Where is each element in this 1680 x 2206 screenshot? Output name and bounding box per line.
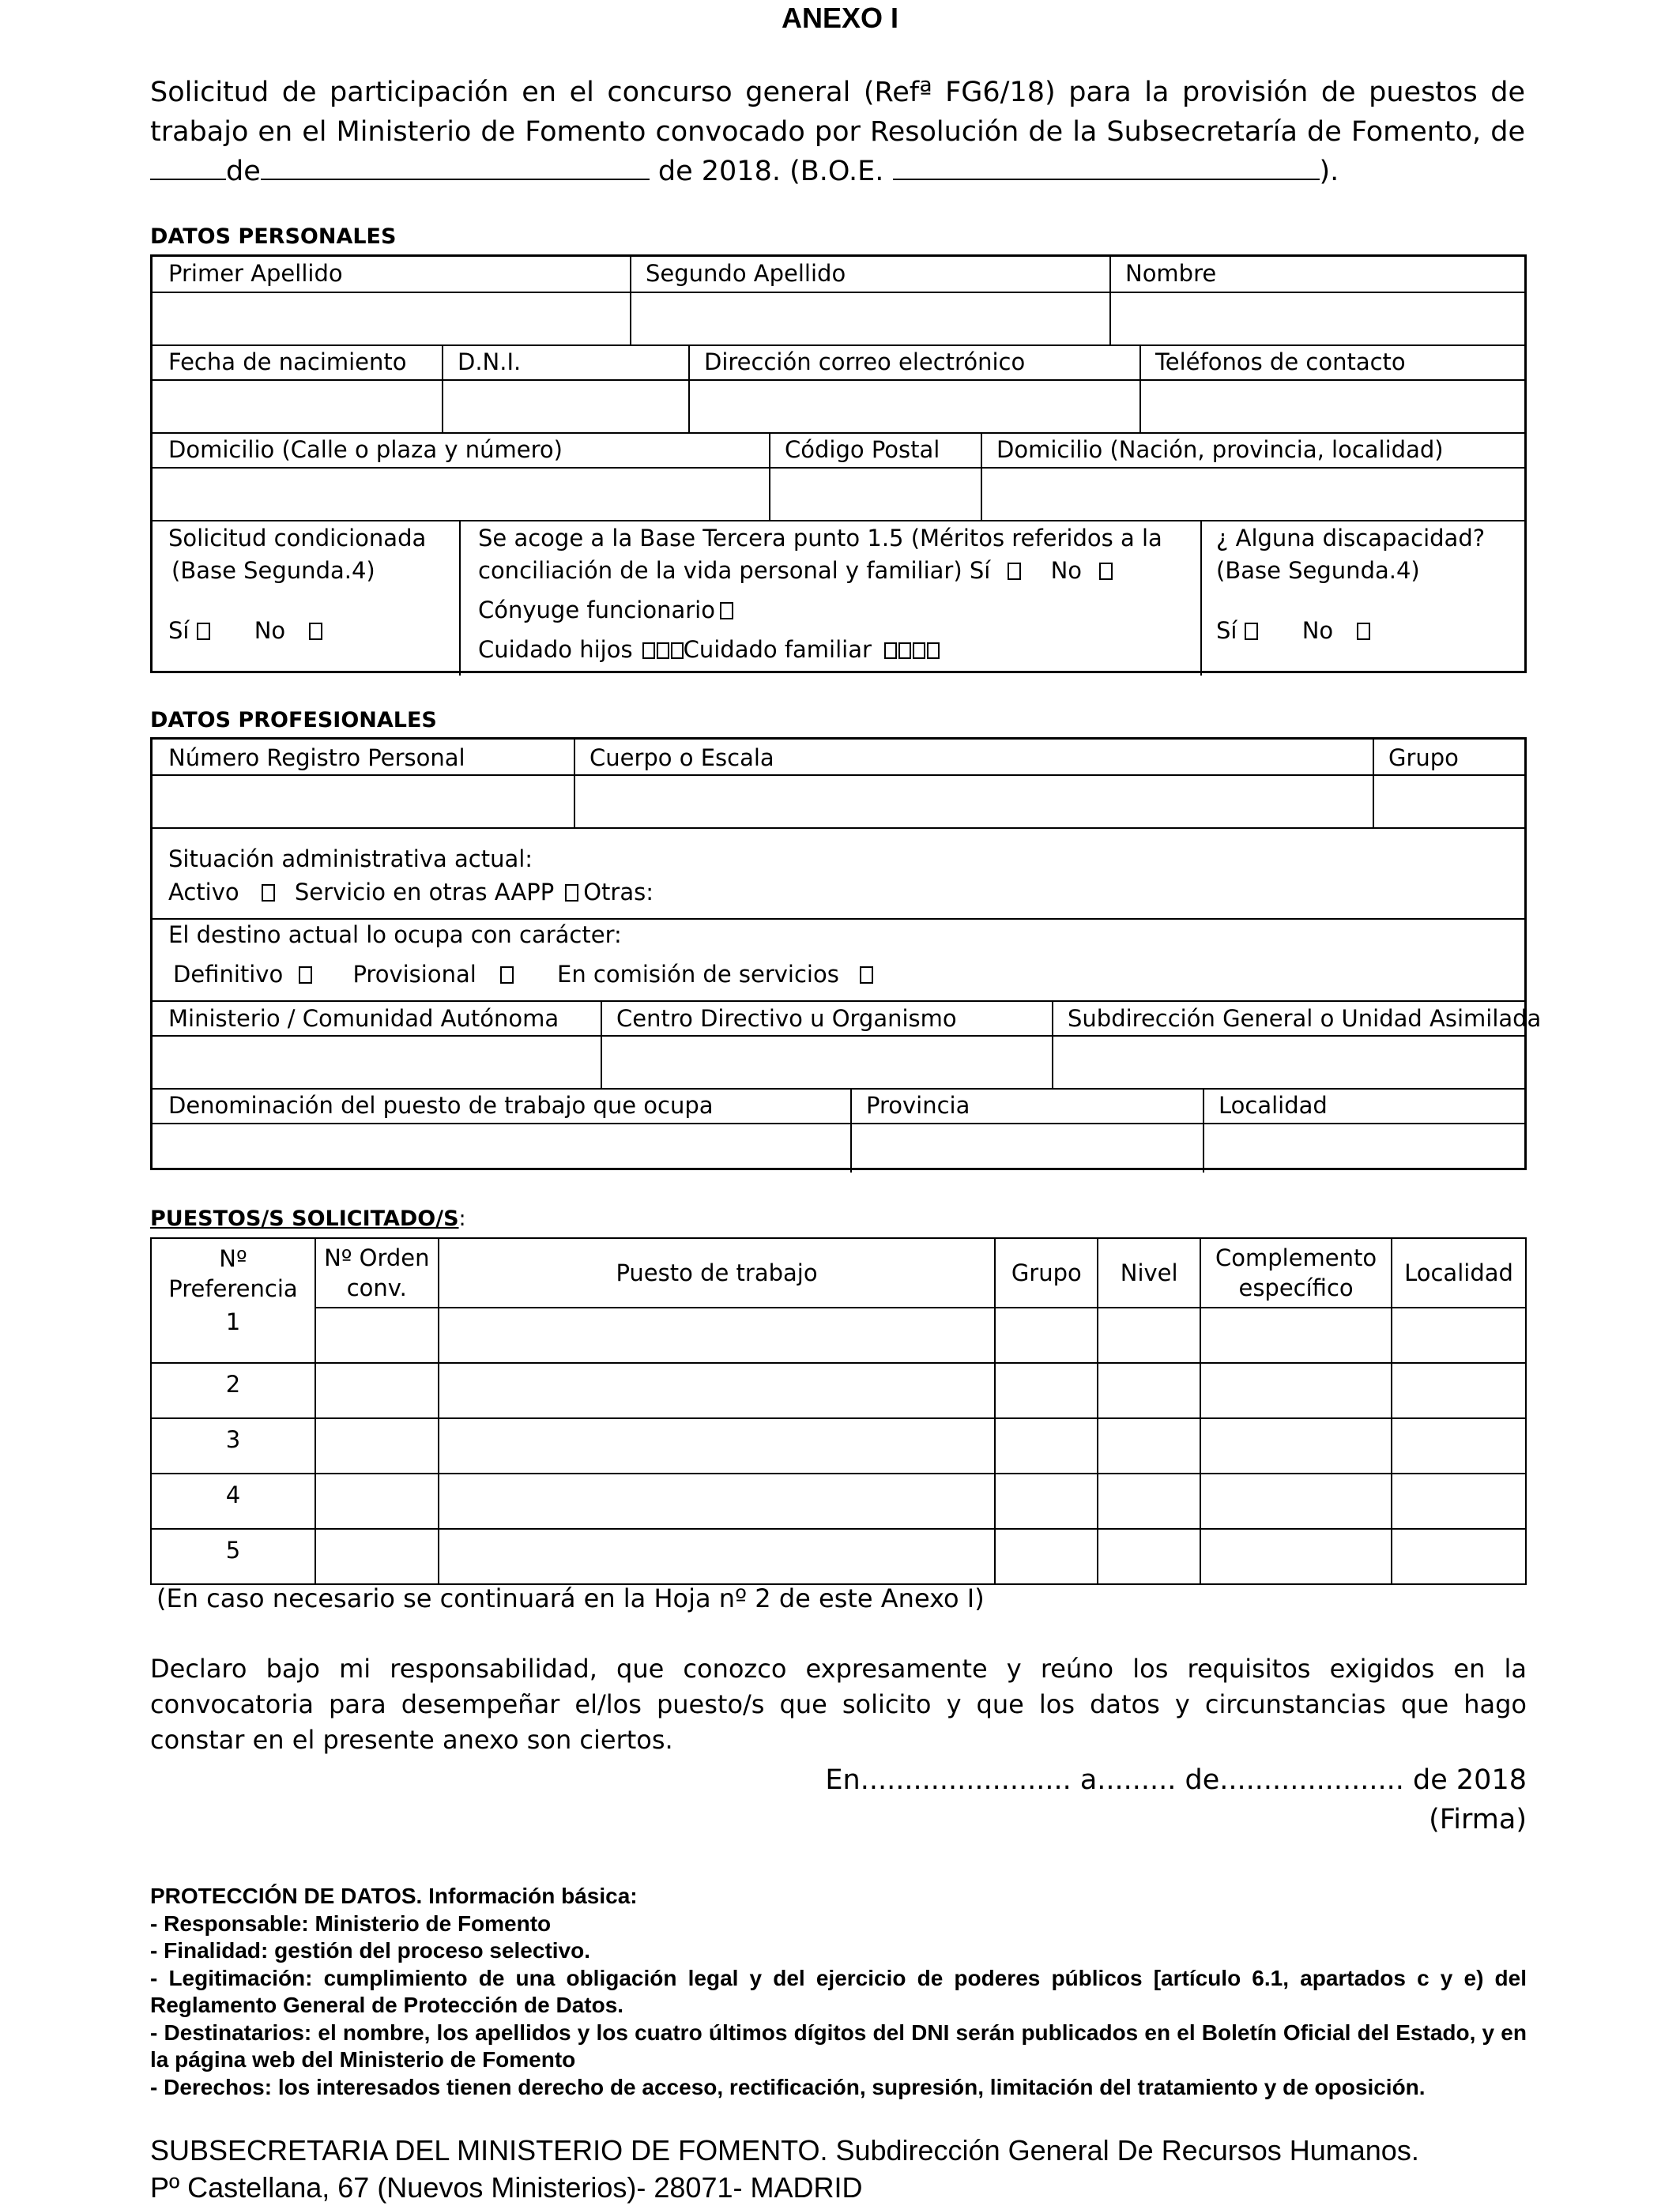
continuation-note: (En caso necesario se continuará en la Hoja nº 2 de este Anexo I): [156, 1583, 985, 1613]
localidad-cell[interactable]: [1392, 1418, 1526, 1474]
data-protection-finalidad: - Finalidad: gestión del proceso selectivo.: [150, 1938, 591, 1963]
conciliacion-si-checkbox[interactable]: [1008, 563, 1021, 580]
preferencia-cell: 4: [151, 1474, 315, 1529]
preferencia-cell: 2: [151, 1363, 315, 1418]
subdireccion-field[interactable]: [1053, 1037, 1524, 1087]
preferencia-cell: 5: [151, 1529, 315, 1584]
month-blank[interactable]: [261, 152, 650, 180]
intro-de: de: [226, 156, 261, 187]
correo-field[interactable]: [690, 381, 1138, 431]
grupo-cell[interactable]: [995, 1418, 1098, 1474]
provisional-label: Provisional: [352, 961, 477, 988]
puestos-header-row: [151, 1238, 1526, 1308]
complemento-header-line1: Complemento: [1215, 1244, 1377, 1271]
datos-personales-heading: DATOS PERSONALES: [150, 224, 397, 249]
provisional-checkbox[interactable]: [500, 966, 514, 984]
grupo-field[interactable]: [1374, 776, 1524, 826]
situacion-label: Situación administrativa actual:: [168, 845, 533, 872]
localidad-field[interactable]: [1204, 1124, 1524, 1170]
table-row: [151, 1308, 1526, 1363]
grupo-cell[interactable]: [995, 1529, 1098, 1584]
conyuge-row: [478, 597, 738, 623]
nombre-field[interactable]: [1111, 293, 1524, 344]
table-row: [151, 1474, 1526, 1529]
discapacidad-no-label: No: [1301, 617, 1334, 644]
servicio-otras-label: Servicio en otras AAPP: [294, 879, 555, 905]
data-protection-responsable: - Responsable: Ministerio de Fomento: [150, 1910, 552, 1936]
data-protection-destinatarios: - Destinatarios: el nombre, los apellidos y los cuatro últimos dígitos del DNI serán publicados en el Boletín Oficial del Estado, y en la página web del Ministerio de Fomento: [150, 2020, 1527, 2072]
orden-cell[interactable]: [315, 1363, 439, 1418]
localidad-cell[interactable]: [1392, 1308, 1526, 1363]
cuidado-familiar-checkbox-4[interactable]: [927, 642, 940, 659]
solicitud-condicionada-label: Solicitud condicionada: [168, 525, 427, 552]
domicilio-calle-field[interactable]: [153, 469, 767, 519]
discapacidad-si-label: Sí: [1216, 617, 1237, 644]
orden-header: [315, 1238, 439, 1308]
cuidado-familiar-checkbox-1[interactable]: [884, 642, 897, 659]
cuidado-familiar-checkbox-3[interactable]: [913, 642, 925, 659]
condicionada-options: [168, 617, 327, 644]
localidad-cell[interactable]: [1392, 1529, 1526, 1584]
intro-text: Solicitud de participación en el concurso general (Refª FG6/18) para la provisión de puestos de trabajo en el Ministerio de Fomento convocado por Resolución de la Subsecretaría de Fomento, de: [150, 77, 1525, 148]
puesto-cell[interactable]: [439, 1363, 996, 1418]
orden-cell[interactable]: [315, 1474, 439, 1529]
cuidado-hijos-checkbox-3[interactable]: [671, 642, 684, 659]
preferencia-header-line2: Preferencia: [168, 1274, 298, 1302]
base-tercera-options: [478, 557, 1117, 584]
destino-options: [173, 961, 878, 988]
activo-checkbox[interactable]: [262, 884, 275, 902]
puestos-heading-colon: :: [458, 1207, 466, 1231]
nivel-cell[interactable]: [1098, 1418, 1200, 1474]
correo-label: Dirección correo electrónico: [704, 348, 1026, 375]
complemento-cell[interactable]: [1200, 1418, 1392, 1474]
nrp-field[interactable]: [153, 776, 572, 826]
orden-cell[interactable]: [315, 1529, 439, 1584]
condicionada-no-label: No: [254, 617, 286, 644]
cuidado-hijos-label: Cuidado hijos: [478, 636, 633, 663]
domicilio-nacion-field[interactable]: [982, 469, 1524, 519]
otras-label: Otras:: [583, 879, 654, 905]
base-segunda-label: (Base Segunda.4): [171, 557, 375, 584]
condicionada-si-label: Sí: [168, 617, 190, 644]
puesto-cell[interactable]: [439, 1529, 996, 1584]
grupo-cell[interactable]: [995, 1308, 1098, 1363]
cuidado-hijos-checkbox-2[interactable]: [657, 642, 669, 659]
localidad-cell[interactable]: [1392, 1474, 1526, 1529]
servicio-otras-checkbox[interactable]: [565, 884, 578, 902]
data-protection-heading: PROTECCIÓN DE DATOS. Información básica:: [150, 1884, 638, 1908]
puestos-heading-text: PUESTOS/S SOLICITADO/S: [150, 1207, 459, 1231]
footer: [150, 2132, 1419, 2206]
day-blank[interactable]: [150, 152, 226, 180]
nivel-cell[interactable]: [1098, 1363, 1200, 1418]
grupo-cell[interactable]: [995, 1363, 1098, 1418]
discapacidad-options: [1216, 617, 1375, 644]
table-row: [151, 1418, 1526, 1474]
cuidado-familiar-checkbox-2[interactable]: [898, 642, 911, 659]
footer-line2: Pº Castellana, 67 (Nuevos Ministerios)- 28071- MADRID: [150, 2171, 863, 2204]
comision-checkbox[interactable]: [860, 966, 873, 984]
localidad-cell[interactable]: [1392, 1363, 1526, 1418]
ministerio-label: Ministerio / Comunidad Autónoma: [168, 1005, 559, 1032]
subdireccion-label: Subdirección General o Unidad Asimilada: [1068, 1005, 1542, 1032]
data-protection-derechos: - Derechos: los interesados tienen derecho de acceso, rectificación, supresión, limitación del tratamiento y de oposición.: [150, 2074, 1426, 2099]
conciliacion-no-checkbox[interactable]: [1099, 563, 1113, 580]
intro-year: de 2018. (B.O.E.: [657, 156, 884, 187]
datos-profesionales-form: [150, 737, 1542, 1170]
fecha-nacimiento-field[interactable]: [153, 381, 440, 431]
date-line: En........................ a......... de..................... de 2018: [825, 1764, 1527, 1796]
data-protection-section: [150, 1883, 1527, 2101]
nivel-header: Nivel: [1098, 1238, 1200, 1308]
grupo-cell[interactable]: [995, 1474, 1098, 1529]
conciliacion-label: conciliación de la vida personal y familiar) Sí: [478, 557, 991, 584]
domicilio-nacion-label: Domicilio (Nación, provincia, localidad): [996, 436, 1444, 463]
puestos-heading: [150, 1207, 466, 1231]
dni-field[interactable]: [443, 381, 687, 431]
complemento-cell[interactable]: [1200, 1308, 1392, 1363]
telefonos-label: Teléfonos de contacto: [1155, 348, 1406, 375]
discapacidad-si-checkbox[interactable]: [1245, 623, 1258, 640]
destino-label: El destino actual lo ocupa con carácter:: [168, 921, 622, 948]
discapacidad-base-label: (Base Segunda.4): [1216, 557, 1420, 584]
intro-paragraph: [150, 73, 1525, 191]
activo-label: Activo: [168, 879, 239, 905]
fecha-nacimiento-label: Fecha de nacimiento: [168, 348, 407, 375]
puesto-header: Puesto de trabajo: [439, 1238, 996, 1308]
localidad-label: Localidad: [1219, 1092, 1328, 1119]
provincia-field[interactable]: [852, 1124, 1201, 1170]
definitivo-checkbox[interactable]: [299, 966, 312, 984]
preferencia-header-line1: Nº: [219, 1244, 247, 1272]
orden-header-line2: conv.: [346, 1274, 407, 1301]
boe-blank[interactable]: [893, 152, 1320, 180]
centro-field[interactable]: [602, 1037, 1050, 1087]
denominacion-field[interactable]: [153, 1124, 849, 1170]
conyuge-checkbox[interactable]: [720, 602, 733, 619]
cuerpo-label: Cuerpo o Escala: [590, 744, 774, 771]
complemento-header-line2: específico: [1238, 1274, 1354, 1301]
nivel-cell[interactable]: [1098, 1308, 1200, 1363]
complemento-header: [1200, 1238, 1392, 1308]
cuidado-hijos-checkbox-1[interactable]: [642, 642, 655, 659]
dni-label: D.N.I.: [458, 348, 522, 375]
nivel-cell[interactable]: [1098, 1474, 1200, 1529]
comision-label: En comisión de servicios: [557, 961, 839, 988]
complemento-cell[interactable]: [1200, 1474, 1392, 1529]
denominacion-label: Denominación del puesto de trabajo que ocupa: [168, 1092, 714, 1119]
puesto-cell[interactable]: [439, 1474, 996, 1529]
footer-line1: SUBSECRETARIA DEL MINISTERIO DE FOMENTO. Subdirección General De Recursos Humanos.: [150, 2134, 1419, 2166]
signature-label: (Firma): [1429, 1804, 1527, 1835]
definitivo-label: Definitivo: [173, 961, 284, 988]
nivel-cell[interactable]: [1098, 1529, 1200, 1584]
codigo-postal-label: Código Postal: [785, 436, 940, 463]
condicionada-si-checkbox[interactable]: [197, 623, 210, 640]
domicilio-calle-label: Domicilio (Calle o plaza y número): [168, 436, 563, 463]
primer-apellido-label: Primer Apellido: [168, 260, 343, 287]
datos-personales-form: [150, 254, 1527, 673]
preferencia-cell: 3: [151, 1418, 315, 1474]
declaration-paragraph: Declaro bajo mi responsabilidad, que conozco expresamente y reúno los requisitos exigidos en la convocatoria para desempeñar el/los puesto/s que solicito y que los datos y circunstancias que hago constar en el presente anexo son ciertos.: [150, 1654, 1527, 1755]
table-row: [151, 1529, 1526, 1584]
ministerio-field[interactable]: [153, 1037, 599, 1087]
discapacidad-label: ¿ Alguna discapacidad?: [1216, 525, 1486, 552]
page-title: ANEXO I: [781, 2, 899, 34]
intro-close: ).: [1319, 156, 1339, 187]
telefonos-field[interactable]: [1141, 381, 1524, 431]
segundo-apellido-field[interactable]: [631, 293, 1108, 344]
orden-header-line1: Nº Orden: [324, 1244, 430, 1271]
cuerpo-field[interactable]: [575, 776, 1371, 826]
discapacidad-no-checkbox[interactable]: [1357, 623, 1370, 640]
cuidado-familiar-label: Cuidado familiar: [683, 636, 872, 663]
date-signature-block: [825, 1760, 1527, 1839]
nombre-label: Nombre: [1125, 260, 1217, 287]
base-tercera-label: Se acoge a la Base Tercera punto 1.5 (Méritos referidos a la: [478, 525, 1162, 552]
preferencia-header: [151, 1238, 315, 1308]
data-protection-legitimacion: - Legitimación: cumplimiento de una obligación legal y del ejercicio de poderes públicos [artículo 6.1, apartados c y e) del Reglamento General de Protección de Datos.: [150, 1965, 1527, 2017]
datos-profesionales-heading: DATOS PROFESIONALES: [150, 708, 437, 732]
orden-cell[interactable]: [315, 1308, 439, 1363]
table-row: [151, 1363, 1526, 1418]
grupo-label: Grupo: [1388, 744, 1459, 771]
puesto-cell[interactable]: [439, 1418, 996, 1474]
condicionada-no-checkbox[interactable]: [309, 623, 322, 640]
primer-apellido-field[interactable]: [153, 293, 628, 344]
conciliacion-no-label: No: [1050, 557, 1083, 584]
localidad-header: Localidad: [1392, 1238, 1526, 1308]
orden-cell[interactable]: [315, 1418, 439, 1474]
situacion-options: [168, 879, 654, 905]
provincia-label: Provincia: [866, 1092, 970, 1119]
puesto-cell[interactable]: [439, 1308, 996, 1363]
complemento-cell[interactable]: [1200, 1363, 1392, 1418]
cuidado-row: [478, 636, 940, 663]
nrp-label: Número Registro Personal: [168, 744, 465, 771]
grupo-header: Grupo: [995, 1238, 1098, 1308]
complemento-cell[interactable]: [1200, 1529, 1392, 1584]
conyuge-label: Cónyuge funcionario: [478, 597, 715, 623]
codigo-postal-field[interactable]: [770, 469, 979, 519]
puestos-table: [150, 1237, 1527, 1585]
segundo-apellido-label: Segundo Apellido: [646, 260, 846, 287]
centro-label: Centro Directivo u Organismo: [616, 1005, 957, 1032]
preferencia-cell: 1: [151, 1308, 315, 1363]
